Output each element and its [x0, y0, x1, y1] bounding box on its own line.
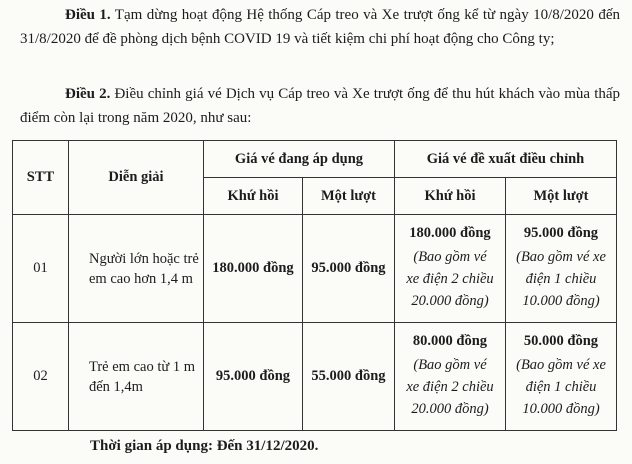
price-note: (Bao gồm vé xe điện 1 chiều 10.000 đồng)	[516, 357, 606, 417]
row-stt: 01	[13, 215, 69, 323]
current-round-trip-price: 180.000 đồng	[204, 215, 303, 323]
article-2-text: Điều chỉnh giá vé Dịch vụ Cáp treo và Xe trượt ống để thu hút khách vào mùa thấp điểm còn lại trong năm 2020, như sau:	[20, 86, 621, 126]
article-1-text: Tạm dừng hoạt động Hệ thống Cáp treo và Xe trượt ống kể từ ngày 10/8/2020 đến 31/8/2020 để đề phòng dịch bệnh COVID 19 và tiết kiệm chi phí hoạt động cho Công ty;	[20, 7, 620, 47]
proposed-one-way-cell	[506, 215, 617, 323]
table-row	[13, 323, 617, 431]
price-note: (Bao gồm vé xe điện 1 chiều 10.000 đồng)	[516, 249, 606, 309]
header-proposed-one-way: Một lượt	[506, 178, 617, 215]
header-description: Diễn giải	[69, 141, 204, 215]
proposed-round-trip-cell	[395, 323, 506, 431]
price-note: (Bao gồm vé xe điện 2 chiều 20.000 đồng)	[406, 357, 494, 417]
header-row	[13, 141, 617, 178]
proposed-one-way-price: 50.000 đồng	[523, 333, 599, 349]
proposed-round-trip-price: 180.000 đồng	[409, 225, 491, 241]
row-description	[69, 323, 204, 431]
header-proposed-round-trip: Khứ hồi	[395, 178, 506, 215]
article-2	[20, 82, 620, 130]
description-line: Trẻ em cao từ 1 m	[89, 358, 195, 375]
price-note: (Bao gồm vé xe điện 2 chiều 20.000 đồng)	[406, 249, 494, 309]
header-current-price: Giá vé đang áp dụng	[204, 141, 395, 178]
current-one-way-price: 95.000 đồng	[303, 215, 395, 323]
proposed-round-trip-price: 80.000 đồng	[412, 333, 488, 349]
description-line: đến 1,4m	[89, 378, 143, 395]
description-line: em cao hơn 1,4 m	[89, 270, 193, 287]
header-stt: STT	[13, 141, 69, 215]
table-row	[13, 215, 617, 323]
description-line: Người lớn hoặc trẻ	[89, 250, 199, 267]
row-stt: 02	[13, 323, 69, 431]
proposed-one-way-price: 95.000 đồng	[523, 225, 599, 241]
article-1-label: Điều 1.	[65, 7, 111, 23]
price-table	[12, 140, 617, 431]
proposed-round-trip-cell	[395, 215, 506, 323]
header-current-round-trip: Khứ hồi	[204, 178, 303, 215]
article-2-label: Điều 2.	[65, 86, 111, 102]
current-round-trip-price: 95.000 đồng	[204, 323, 303, 431]
article-1	[20, 3, 620, 51]
header-current-one-way: Một lượt	[303, 178, 395, 215]
proposed-one-way-cell	[506, 323, 617, 431]
current-one-way-price: 55.000 đồng	[303, 323, 395, 431]
effective-date: Thời gian áp dụng: Đến 31/12/2020.	[90, 438, 319, 454]
row-description	[69, 215, 204, 323]
header-proposed-price: Giá vé đề xuất điều chỉnh	[395, 141, 617, 178]
